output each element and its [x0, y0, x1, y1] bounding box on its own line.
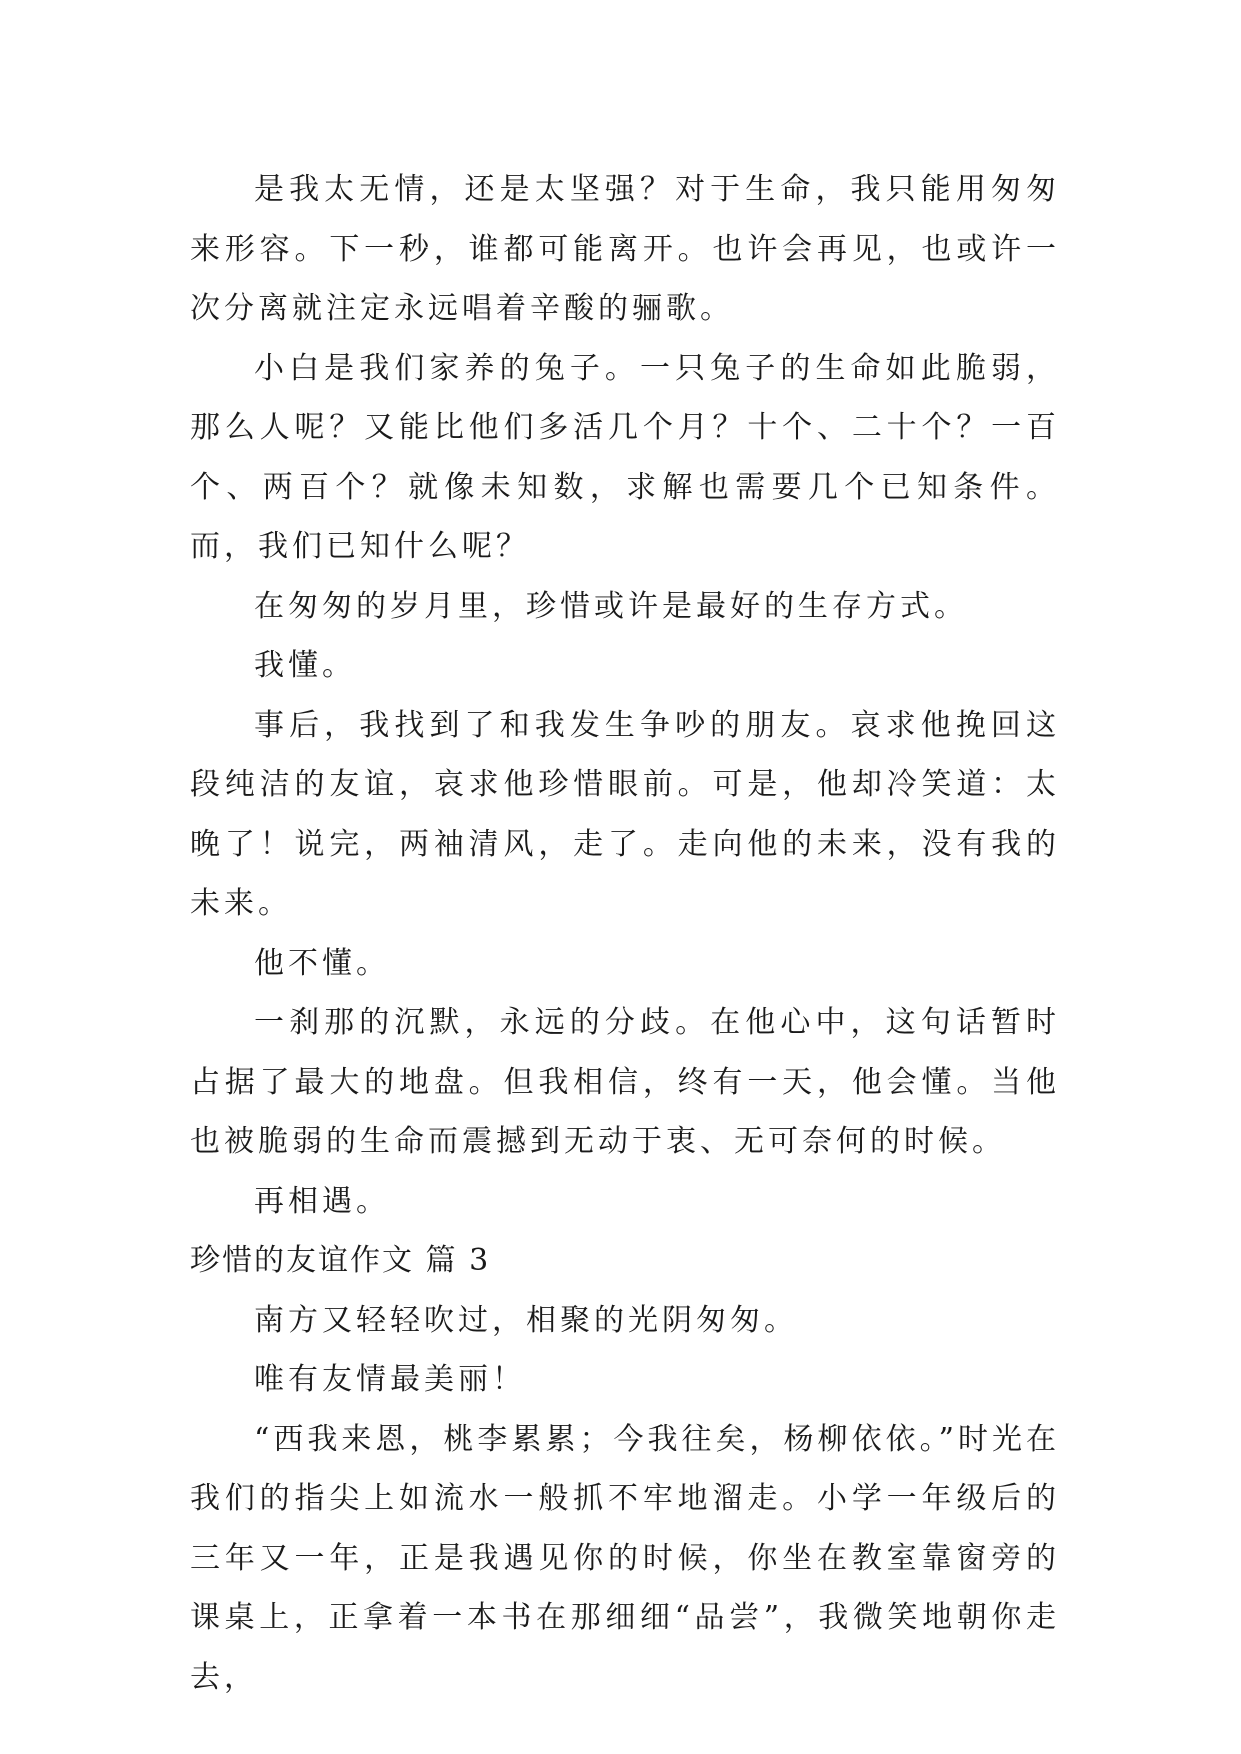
paragraph: 在匆匆的岁月里，珍惜或许是最好的生存方式。: [254, 588, 968, 624]
document-page: [190, 160, 1060, 1707]
paragraph: 唯有友情最美丽！: [254, 1362, 526, 1397]
paragraph: 小白是我们家养的兔子。一只兔子的生命如此脆弱，那么人呢？又能比他们多活几个月？十个、二十个？一百个、两百个？就像未知数，求解也需要几个已知条件。而，我们已知什么呢？: [190, 350, 1060, 564]
section-heading: 珍惜的友谊作文 篇 3: [190, 1243, 491, 1278]
paragraph: 我懂。: [254, 648, 356, 683]
paragraph: 事后，我找到了和我发生争吵的朋友。哀求他挽回这段纯洁的友谊，哀求他珍惜眼前。可是，他却冷笑道：太晚了！说完，两袖清风，走了。走向他的未来，没有我的未来。: [190, 707, 1060, 921]
paragraph: 是我太无情，还是太坚强？对于生命，我只能用匆匆来形容。下一秒，谁都可能离开。也许会再见，也或许一次分离就注定永远唱着辛酸的骊歌。: [190, 172, 1060, 326]
paragraph: 一刹那的沉默，永远的分歧。在他心中，这句话暂时占据了最大的地盘。但我相信，终有一天，他会懂。当他也被脆弱的生命而震撼到无动于衷、无可奈何的时候。: [190, 1005, 1060, 1159]
paragraph: 南方又轻轻吹过，相聚的光阴匆匆。: [254, 1302, 798, 1338]
paragraph: 再相遇。: [254, 1183, 390, 1219]
paragraph: 他不懂。: [254, 945, 390, 981]
paragraph: “西我来恩，桃李累累；今我往矣，杨柳依依。”时光在我们的指尖上如流水一般抓不牢地溜走。小学一年级后的三年又一年，正是我遇见你的时候，你坐在教室靠窗旁的课桌上，正拿着一本书在那细细“品尝”，我微笑地朝你走去，: [190, 1421, 1060, 1695]
